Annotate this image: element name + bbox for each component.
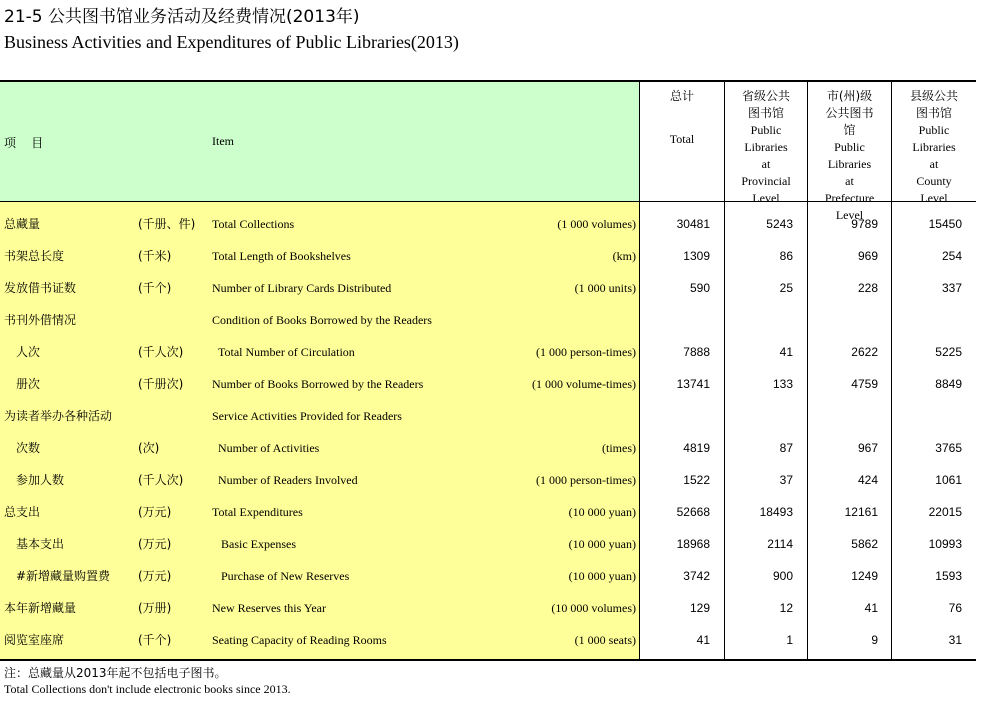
header-item-cn: 项 目 [4,136,44,150]
row-label-en: Seating Capacity of Reading Rooms [212,633,387,647]
row-unit-cn: (万册) [138,601,172,615]
cell-value: 22015 [928,505,962,519]
table-row [0,432,976,464]
cell-value: 13741 [676,377,710,391]
cell-value: 1593 [935,569,962,583]
row-unit-cn: (万元) [138,505,172,519]
column-header-en-line: Total [669,132,695,146]
note-cn: 注：总藏量从2013年起不包括电子图书。 [4,666,227,680]
cell-value: 3742 [683,569,710,583]
row-label-en: Number of Activities [218,441,320,455]
column-header-1 [725,88,807,207]
table-row [0,592,976,624]
row-unit-cn: (次) [138,441,160,455]
row-label-cn: 次数 [16,441,41,455]
cell-value: 5243 [766,217,793,231]
column-header-en-line: Level [920,191,948,205]
cell-value: 2622 [851,345,878,359]
note-en: Total Collections don't include electronic books since 2013. [4,682,291,696]
column-header-0 [640,88,724,148]
row-label-cn: #新增藏量购置费 [16,569,111,583]
cell-value: 133 [772,377,793,391]
row-unit-cn: (千米) [138,249,172,263]
cell-value: 2114 [767,537,793,551]
table-row [0,496,976,528]
row-unit-en: (10 000 yuan) [568,569,636,583]
row-unit-en: (10 000 yuan) [568,505,636,519]
table-row [0,464,976,496]
column-header-2 [808,88,891,224]
column-header-cn: 省级公共图书馆 [741,89,790,120]
cell-value: 9789 [851,217,878,231]
row-label-en: Total Collections [212,217,295,231]
row-label-cn: 册次 [16,377,41,391]
column-header-en-line: County [916,174,952,188]
cell-value: 86 [779,249,793,263]
column-header-en-line: Prefecture [824,191,875,205]
row-label-cn: 总藏量 [4,217,41,231]
column-header-en-line: Level [835,208,864,222]
row-label-en: Purchase of New Reserves [221,569,350,583]
row-label-en: Number of Library Cards Distributed [212,281,392,295]
cell-value: 9 [871,633,878,647]
cell-value: 967 [857,441,878,455]
column-header-en-line: at [845,174,854,188]
table-row [0,400,976,432]
table-row [0,272,976,304]
table-row [0,560,976,592]
row-unit-cn: (千册次) [138,377,184,391]
row-unit-en: (1 000 volume-times) [532,377,636,391]
column-header-cn: 市(州)级公共图书馆 [825,89,874,137]
row-label-cn: 基本支出 [16,537,65,551]
cell-value: 25 [779,281,793,295]
table-row [0,368,976,400]
table-bottom-rule [0,659,976,661]
column-header-cn: 总计 [669,89,694,103]
column-header-en-line: Public [834,140,865,154]
cell-value: 4819 [683,441,710,455]
row-unit-en: (times) [602,441,636,455]
table-row [0,240,976,272]
row-label-en: Number of Readers Involved [218,473,358,487]
row-label-cn: 人次 [16,345,41,359]
cell-value: 87 [779,441,793,455]
table-row [0,528,976,560]
cell-value: 1249 [851,569,878,583]
row-unit-en: (10 000 yuan) [568,537,636,551]
row-label-en: New Reserves this Year [212,601,326,615]
row-unit-en: (1 000 person-times) [536,345,636,359]
cell-value: 969 [857,249,878,263]
cell-value: 41 [696,633,710,647]
column-header-en-line: at [761,157,771,171]
cell-value: 18968 [676,537,710,551]
row-unit-cn: (千个) [138,633,172,647]
cell-value: 15450 [928,217,962,231]
row-label-en: Total Length of Bookshelves [212,249,351,263]
table-row [0,336,976,368]
column-header-cn: 县级公共图书馆 [909,89,958,120]
cell-value: 228 [857,281,878,295]
row-label-en: Total Number of Circulation [218,345,355,359]
row-unit-cn: (千册、件) [138,217,196,231]
row-label-cn: 总支出 [4,505,41,519]
column-header-en-line: Public [750,123,782,137]
cell-value: 424 [857,473,878,487]
row-label-cn: 发放借书证数 [4,281,77,295]
row-label-en: Number of Books Borrowed by the Readers [212,377,424,391]
cell-value: 900 [772,569,793,583]
cell-value: 1522 [683,473,710,487]
cell-value: 30481 [676,217,710,231]
cell-value: 10993 [928,537,962,551]
column-header-en-line: Libraries [744,140,788,154]
column-header-en-line: Provincial [741,174,791,188]
row-unit-en: (10 000 volumes) [551,601,636,615]
column-header-en-line: Libraries [827,157,872,171]
row-unit-cn: (千人次) [138,345,184,359]
header-background [0,82,639,201]
row-label-cn: 书架总长度 [4,249,65,263]
cell-value: 12161 [844,505,878,519]
cell-value: 254 [941,249,962,263]
cell-value: 18493 [759,505,793,519]
column-header-en-line: at [929,157,939,171]
cell-value: 41 [864,601,878,615]
cell-value: 1061 [935,473,962,487]
row-label-cn: 参加人数 [16,473,65,487]
cell-value: 76 [948,601,962,615]
row-unit-en: (1 000 units) [574,281,636,295]
row-label-cn: 书刊外借情况 [4,313,77,327]
cell-value: 41 [779,345,793,359]
column-header-en-line: Public [918,123,950,137]
cell-value: 129 [689,601,710,615]
row-label-en: Service Activities Provided for Readers [212,409,402,423]
cell-value: 31 [948,633,962,647]
cell-value: 1309 [683,249,710,263]
cell-value: 12 [779,601,793,615]
cell-value: 7888 [683,345,710,359]
cell-value: 37 [779,473,793,487]
row-unit-en: (1 000 person-times) [536,473,636,487]
row-label-en: Total Expenditures [212,505,303,519]
column-header-3 [892,88,976,207]
cell-value: 4759 [851,377,878,391]
cell-value: 5225 [935,345,962,359]
row-label-en: Condition of Books Borrowed by the Readers [212,313,432,327]
table-row [0,304,976,336]
cell-value: 337 [941,281,962,295]
cell-value: 590 [689,281,710,295]
column-header-en-line: Level [752,191,780,205]
row-label-cn: 为读者举办各种活动 [4,409,113,423]
cell-value: 5862 [851,537,878,551]
row-label-cn: 阅览室座席 [4,633,65,647]
header-item-en: Item [212,134,234,148]
row-label-en: Basic Expenses [221,537,296,551]
row-unit-cn: (万元) [138,537,172,551]
row-unit-en: (km) [612,249,636,263]
row-label-cn: 本年新增藏量 [4,601,77,615]
table-top-rule [0,80,976,82]
table-row [0,624,976,656]
cell-value: 52668 [676,505,710,519]
row-unit-cn: (千人次) [138,473,184,487]
column-header-en-line: Libraries [912,140,956,154]
page-title-cn: 21-5 公共图书馆业务活动及经费情况(2013年) [4,7,360,27]
cell-value: 1 [786,633,793,647]
row-unit-en: (1 000 seats) [574,633,636,647]
cell-value: 3765 [935,441,962,455]
row-unit-cn: (万元) [138,569,172,583]
table-row [0,208,976,240]
row-unit-en: (1 000 volumes) [557,217,636,231]
row-unit-cn: (千个) [138,281,172,295]
page-title-en: Business Activities and Expenditures of Public Libraries(2013) [4,32,459,52]
cell-value: 8849 [935,377,962,391]
